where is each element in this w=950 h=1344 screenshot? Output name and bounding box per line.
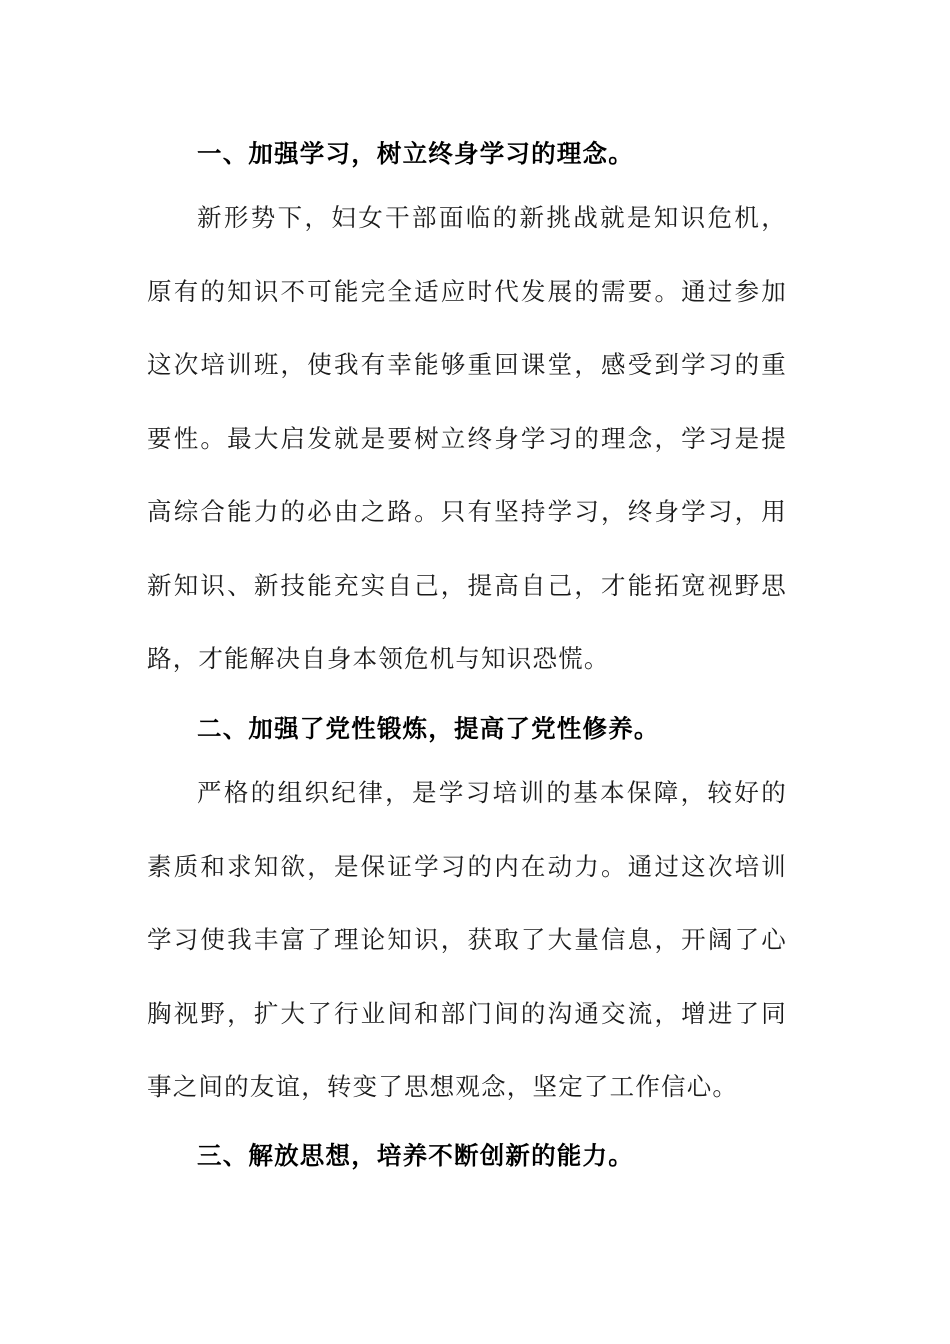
section-heading-1: 一、加强学习，树立终身学习的理念。 <box>197 139 634 168</box>
section-paragraph-1: 新形势下，妇女干部面临的新挑战就是知识危机，原有的知识不可能完全适应时代发展的需要。通过参加这次培训班，使我有幸能够重回课堂，感受到学习的重要性。最大启发就是要树立终身学习的理念，学习是提高综合能力的必由之路。只有坚持学习，终身学习，用新知识、新技能充实自己，提高自己，才能拓宽视野思路，才能解决自身本领危机与知识恐慌。 <box>147 203 787 673</box>
section-heading-3: 三、解放思想，培养不断创新的能力。 <box>197 1141 634 1170</box>
section-heading-2: 二、加强了党性锻炼，提高了党性修养。 <box>197 714 660 743</box>
section-paragraph-2: 严格的组织纪律，是学习培训的基本保障，较好的素质和求知欲，是保证学习的内在动力。通过这次培训学习使我丰富了理论知识，获取了大量信息，开阔了心胸视野，扩大了行业间和部门间的沟通交流，增进了同事之间的友谊，转变了思想观念，坚定了工作信心。 <box>147 778 787 1101</box>
